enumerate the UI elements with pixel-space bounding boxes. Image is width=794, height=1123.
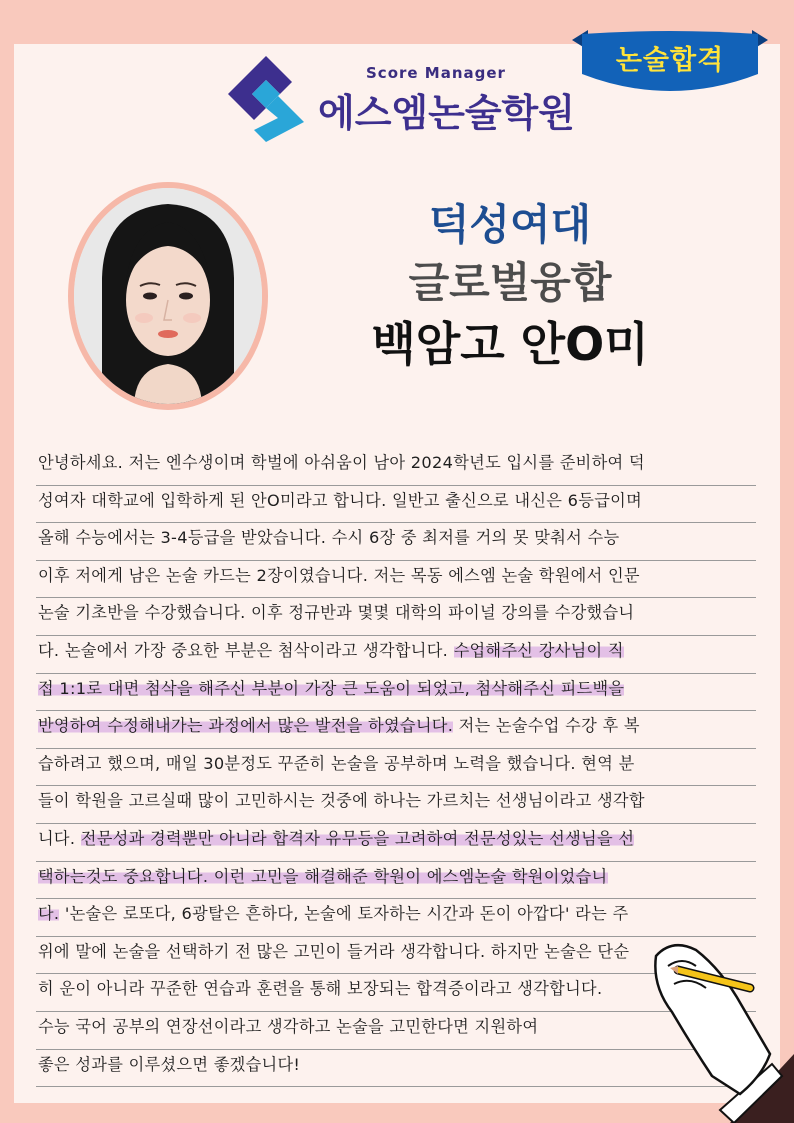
text-segment: 위에 말에 논술을 선택하기 전 많은 고민이 들거라 생각합니다. 하지만 논술은 단순 (38, 941, 630, 961)
text-segment: 니다. (38, 828, 81, 848)
department-name: 글로벌융합 (408, 258, 612, 307)
highlighted-text: 택하는것도 중요합니다. 이런 고민을 해결해준 학원이 에스엠논술 학원이었습니 (38, 866, 608, 886)
highlighted-text: 전문성과 경력뿐만 아니라 합격자 유무등을 고려하여 전문성있는 선생님을 선 (80, 828, 635, 848)
highlighted-text: 다. (38, 904, 60, 924)
school-name: 덕성여대 (428, 200, 592, 249)
highlighted-text: 반영하여 수정해내가는 과정에서 많은 발전을 하였습니다. (38, 716, 454, 736)
sm-logo-icon (226, 56, 306, 142)
text-line (36, 786, 756, 824)
text-segment: 좋은 성과를 이루셨으면 좋겠습니다! (38, 1054, 301, 1074)
text-line (36, 824, 756, 862)
text-line (36, 561, 756, 599)
text-segment: 수능 국어 공부의 연장선이라고 생각하고 논술을 고민한다면 지원하여 (38, 1016, 539, 1036)
text-segment: 논술 기초반을 수강했습니다. 이후 정규반과 몇몇 대학의 파이널 강의를 수강했습니 (38, 603, 635, 623)
text-line (36, 598, 756, 636)
text-line (36, 636, 756, 674)
text-segment: 올해 수능에서는 3-4등급을 받았습니다. 수시 6장 중 최저를 거의 못 맞춰서 수능 (38, 528, 620, 548)
text-segment: 이후 저에게 남은 논술 카드는 2장이였습니다. 저는 목동 에스엠 논술 학원에서 인문 (38, 565, 640, 585)
pass-badge-label: 논술합격 (615, 45, 725, 76)
student-name: 백암고 안O미 (371, 317, 649, 371)
text-line (36, 674, 756, 712)
text-segment: 들이 학원을 고르실때 많이 고민하시는 것중에 하나는 가르치는 선생님이라고 생각합 (38, 791, 645, 811)
text-segment: 습하려고 했으며, 매일 30분정도 꾸준히 논술을 공부하며 노력을 했습니다. 현역 분 (38, 753, 635, 773)
text-segment: 안녕하세요. 저는 엔수생이며 학벌에 아쉬움이 남아 2024학년도 입시를 준비하여 덕 (38, 453, 645, 472)
text-line (36, 862, 756, 900)
hand-holding-pencil-icon (612, 926, 794, 1123)
text-line (36, 749, 756, 787)
text-line (36, 486, 756, 524)
text-line (36, 711, 756, 749)
student-portrait (74, 188, 262, 404)
highlighted-text: 수업해주신 강사님이 직 (453, 640, 624, 660)
text-line (36, 523, 756, 561)
text-segment: 히 운이 아니라 꾸준한 연습과 훈련을 통해 보장되는 합격증이라고 생각합니다. (38, 979, 603, 999)
text-segment: 다. 논술에서 가장 중요한 부분은 첨삭이라고 생각합니다. (38, 640, 454, 660)
academy-name: 에스엠논술학원 (318, 91, 575, 135)
logo-subtitle: Score Manager (366, 64, 506, 82)
text-segment: 성여자 대학교에 입학하게 된 안O미라고 합니다. 일반고 출신으로 내신은 6등급이며 (38, 490, 643, 510)
text-segment: 저는 논술수업 수강 후 복 (453, 716, 640, 736)
text-line (36, 448, 756, 486)
highlighted-text: 접 1:1로 대면 첨삭을 해주신 부분이 가장 큰 도움이 되었고, 첨삭해주신 피드백을 (38, 678, 625, 698)
text-segment: '논술은 로또다, 6광탈은 흔하다, 논술에 토자하는 시간과 돈이 아깝다' 라는 주 (59, 904, 629, 924)
